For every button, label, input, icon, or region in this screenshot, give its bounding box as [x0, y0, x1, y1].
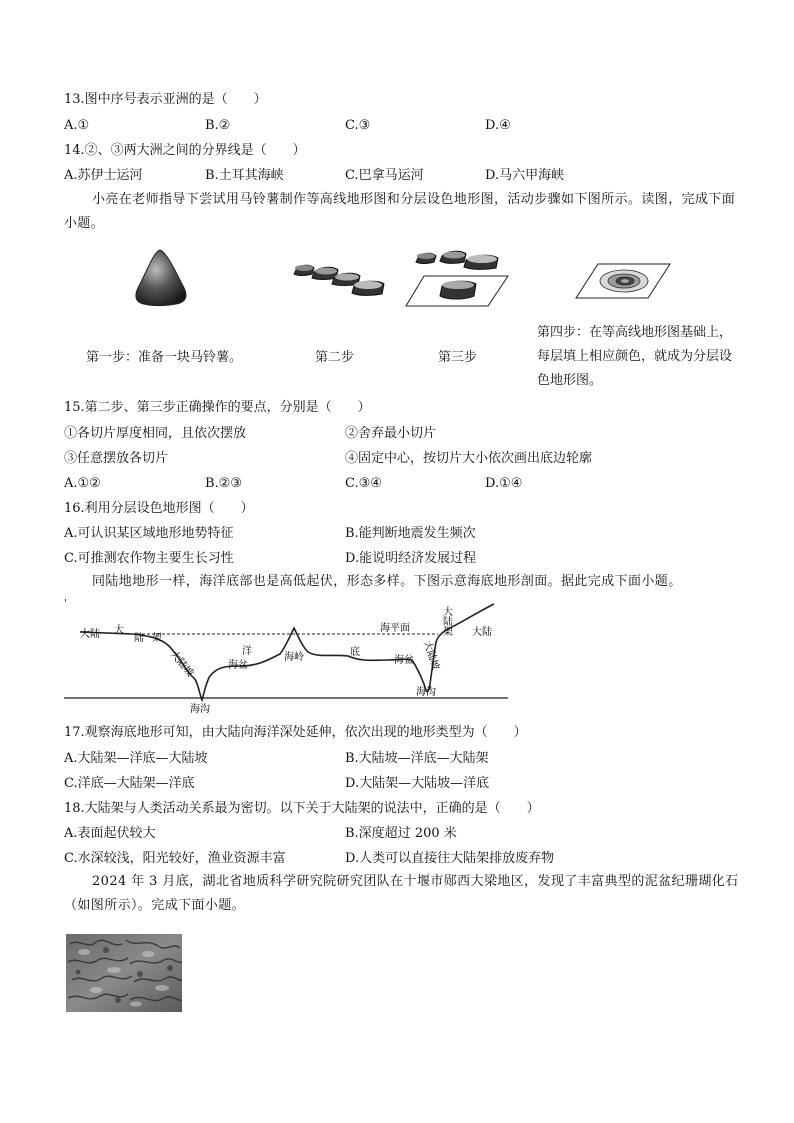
sea-floor-profile-diagram [62, 596, 512, 716]
label-trench-left: 海沟 [190, 704, 210, 715]
label-sea-level: 海平面 [380, 623, 410, 634]
q15-items-row1 [64, 426, 754, 442]
q15-options [64, 476, 754, 492]
q17-option-d[interactable]: D.大陆架—大陆坡—洋底 [345, 776, 490, 791]
q17-stem: 17.观察海底地形可知，由大陆向海洋深处延伸，依次出现的地形类型为（ ） [64, 725, 527, 740]
q15-option-c[interactable]: C.③④ [345, 476, 382, 491]
profile-mark: ' [64, 598, 67, 609]
label-shelf-left-3: 架 [152, 633, 162, 644]
q16-options-row1 [64, 526, 754, 542]
q15-item-3: ③任意摆放各切片 [64, 451, 169, 466]
q17-option-a[interactable]: A.大陆架—洋底—大陆坡 [64, 751, 208, 766]
q14-option-a[interactable]: A.苏伊士运河 [64, 168, 143, 183]
q15-item-4: ④固定中心，按切片大小依次画出底边轮廓 [345, 451, 593, 466]
potato-step3-drawing [404, 248, 510, 310]
q15-option-b[interactable]: B.②③ [205, 476, 242, 491]
label-slope-left: 大陆坡 [167, 648, 196, 679]
label-continent-left: 大陆 [80, 629, 100, 640]
q15-item-2: ②舍弃最小切片 [345, 426, 437, 441]
label-continent-right: 大陆 [472, 627, 492, 638]
step2-caption: 第二步 [315, 350, 355, 365]
q13-stem: 13.图中序号表示亚洲的是（ ） [64, 92, 267, 107]
q18-option-c[interactable]: C.水深较浅，阳光较好，渔业资源丰富 [64, 851, 286, 866]
potato-step2-slices [290, 256, 386, 300]
q17-options-row1 [64, 751, 754, 767]
q18-option-b[interactable]: B.深度超过 200 米 [345, 826, 457, 841]
q16-option-d[interactable]: D.能说明经济发展过程 [345, 551, 477, 566]
q17-options-row2 [64, 776, 754, 792]
step4-caption: 第四步：在等高线地形图基础上，每层填上相应颜色，就成为分层设色地形图。 [537, 325, 733, 388]
q16-options-row2 [64, 551, 754, 567]
q13-option-c[interactable]: C.③ [345, 118, 371, 133]
intro-coral-fossil: 2024 年 3 月底，湖北省地质科学研究院研究团队在十堰市郧西大梁地区，发现了丰富典型的泥盆纪珊瑚化石（如图所示）。完成下面小题。 [64, 874, 739, 913]
q14-option-b[interactable]: B.土耳其海峡 [205, 168, 284, 183]
label-basin-right: 海盆 [394, 655, 414, 666]
step1-caption: 第一步：准备一块马铃薯。 [86, 350, 243, 365]
q17-option-c[interactable]: C.洋底—大陆架—洋底 [64, 776, 195, 791]
q14-option-c[interactable]: C.巴拿马运河 [345, 168, 424, 183]
label-shelf-left-2: 陆 [134, 633, 144, 644]
label-floor: 底 [350, 647, 360, 658]
label-ridge: 海岭 [284, 652, 304, 663]
q13-option-d[interactable]: D.④ [485, 118, 511, 133]
label-shelf-left-1: 大 [114, 625, 124, 636]
layered-color-map-figure [574, 262, 672, 300]
label-basin-left: 海盆 [228, 660, 248, 671]
q14-options [64, 168, 754, 184]
q18-option-a[interactable]: A.表面起伏较大 [64, 826, 156, 841]
q15-option-d[interactable]: D.①④ [485, 476, 523, 491]
coral-fossil-photo [66, 934, 182, 1012]
q14-stem: 14.②、③两大洲之间的分界线是（ ） [64, 143, 306, 158]
q16-option-b[interactable]: B.能判断地震发生频次 [345, 526, 476, 541]
q15-item-1: ①各切片厚度相同，且依次摆放 [64, 426, 247, 441]
q13-options [64, 118, 754, 134]
label-slope-right: 大陆坡 [421, 639, 441, 672]
q16-option-a[interactable]: A.可认识某区域地形地势特征 [64, 526, 234, 541]
q13-option-a[interactable]: A.① [64, 118, 90, 133]
q14-option-d[interactable]: D.马六甲海峡 [485, 168, 565, 183]
intro-potato-activity: 小亮在老师指导下尝试用马铃薯制作等高线地形图和分层设色地形图，活动步骤如下图所示。读图，完成下面小题。 [64, 192, 736, 231]
potato-step1-figure [130, 246, 194, 308]
step3-caption: 第三步 [438, 350, 478, 365]
q13-option-b[interactable]: B.② [205, 118, 231, 133]
q18-stem: 18.大陆架与人类活动关系最为密切。以下关于大陆架的说法中，正确的是（ ） [64, 801, 540, 816]
q16-option-c[interactable]: C.可推测农作物主要生长习性 [64, 551, 234, 566]
label-ocean: 洋 [242, 646, 252, 657]
q15-items-row2 [64, 451, 754, 467]
q15-option-a[interactable]: A.①② [64, 476, 101, 491]
q18-options-row1 [64, 826, 754, 842]
label-shelf-right: 大陆架 [440, 606, 452, 636]
q18-options-row2 [64, 851, 754, 867]
intro-sea-floor: 同陆地地形一样，海洋底部也是高低起伏，形态多样。下图示意海底地形剖面。据此完成下面小题。 [92, 574, 682, 589]
q16-stem: 16.利用分层设色地形图（ ） [64, 501, 254, 516]
label-trench-right: 海沟 [416, 687, 436, 698]
q18-option-d[interactable]: D.人类可以直接往大陆架排放废弃物 [345, 851, 555, 866]
q17-option-b[interactable]: B.大陆坡—洋底—大陆架 [345, 751, 489, 766]
q15-stem: 15.第二步、第三步正确操作的要点，分别是（ ） [64, 400, 371, 415]
